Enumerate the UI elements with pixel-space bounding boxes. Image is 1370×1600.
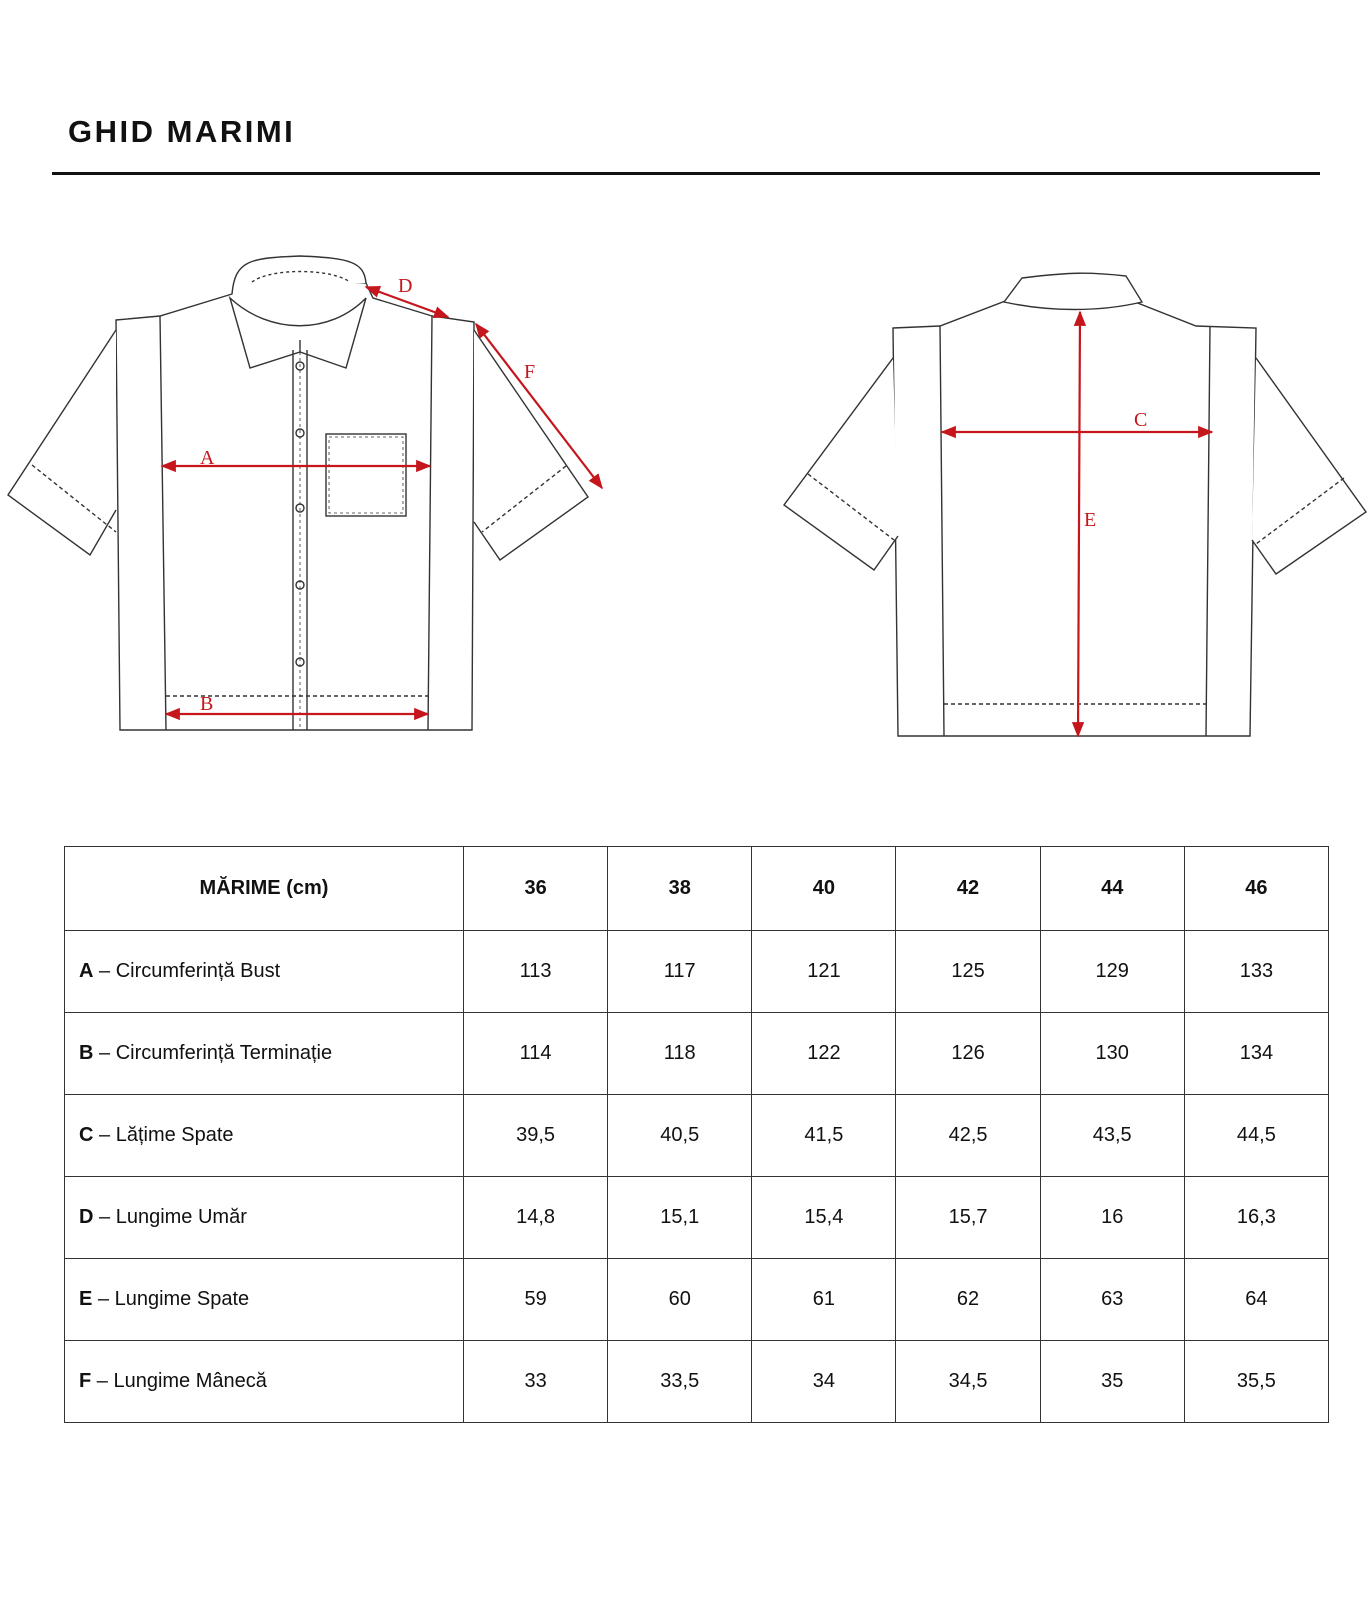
row-name: – Lungime Umăr — [99, 1206, 247, 1228]
row-code: E — [79, 1288, 93, 1310]
measure-label-f: F — [524, 361, 536, 383]
table-cell: 59 — [464, 1259, 608, 1341]
row-code: B — [79, 1042, 94, 1064]
row-code: D — [79, 1206, 94, 1228]
table-cell: 34 — [752, 1341, 896, 1423]
row-label — [65, 931, 464, 1013]
table-cell: 16 — [1040, 1177, 1184, 1259]
header-size-label: MĂRIME (cm) — [65, 847, 464, 931]
header-size-44: 44 — [1040, 847, 1184, 931]
table-row — [65, 1259, 1329, 1341]
row-label — [65, 1013, 464, 1095]
table-cell: 42,5 — [896, 1095, 1040, 1177]
table-cell: 16,3 — [1184, 1177, 1328, 1259]
table-cell: 125 — [896, 931, 1040, 1013]
measure-label-e: E — [1084, 509, 1097, 531]
header-size-38: 38 — [608, 847, 752, 931]
size-table — [64, 846, 1329, 1423]
row-code: C — [79, 1124, 94, 1146]
shirt-measurement-diagram — [0, 230, 1370, 750]
table-cell: 40,5 — [608, 1095, 752, 1177]
table-cell: 122 — [752, 1013, 896, 1095]
table-cell: 121 — [752, 931, 896, 1013]
table-cell: 35 — [1040, 1341, 1184, 1423]
header-size-46: 46 — [1184, 847, 1328, 931]
table-cell: 15,1 — [608, 1177, 752, 1259]
table-row — [65, 1095, 1329, 1177]
table-cell: 62 — [896, 1259, 1040, 1341]
header-size-42: 42 — [896, 847, 1040, 931]
table-cell: 134 — [1184, 1013, 1328, 1095]
table-cell: 113 — [464, 931, 608, 1013]
row-label — [65, 1259, 464, 1341]
table-cell: 44,5 — [1184, 1095, 1328, 1177]
table-cell: 33 — [464, 1341, 608, 1423]
table-cell: 117 — [608, 931, 752, 1013]
table-row — [65, 1341, 1329, 1423]
table-cell: 114 — [464, 1013, 608, 1095]
row-name: – Circumferință Bust — [99, 960, 281, 982]
measure-label-b: B — [200, 693, 214, 715]
row-label — [65, 1177, 464, 1259]
row-code: A — [79, 960, 94, 982]
page-title: GHID MARIMI — [68, 114, 296, 149]
measure-label-d: D — [398, 275, 413, 297]
table-cell: 43,5 — [1040, 1095, 1184, 1177]
row-name: – Circumferință Terminație — [99, 1042, 333, 1064]
table-cell: 61 — [752, 1259, 896, 1341]
table-cell: 39,5 — [464, 1095, 608, 1177]
measure-label-c: C — [1134, 409, 1148, 431]
row-name: – Lungime Mânecă — [96, 1370, 267, 1392]
table-row — [65, 931, 1329, 1013]
table-cell: 14,8 — [464, 1177, 608, 1259]
row-name: – Lățime Spate — [99, 1124, 234, 1146]
table-cell: 130 — [1040, 1013, 1184, 1095]
header-size-36: 36 — [464, 847, 608, 931]
measure-label-a: A — [200, 447, 215, 469]
table-cell: 35,5 — [1184, 1341, 1328, 1423]
table-header-row — [65, 847, 1329, 931]
table-cell: 15,4 — [752, 1177, 896, 1259]
table-cell: 60 — [608, 1259, 752, 1341]
table-cell: 118 — [608, 1013, 752, 1095]
table-cell: 34,5 — [896, 1341, 1040, 1423]
front-shirt — [8, 256, 588, 730]
title-divider — [52, 172, 1320, 175]
table-cell: 63 — [1040, 1259, 1184, 1341]
table-cell: 64 — [1184, 1259, 1328, 1341]
back-shirt — [784, 273, 1366, 736]
table-row — [65, 1013, 1329, 1095]
table-cell: 15,7 — [896, 1177, 1040, 1259]
header-size-40: 40 — [752, 847, 896, 931]
row-name: – Lungime Spate — [97, 1288, 250, 1310]
table-cell: 133 — [1184, 931, 1328, 1013]
table-cell: 41,5 — [752, 1095, 896, 1177]
row-label — [65, 1341, 464, 1423]
table-row — [65, 1177, 1329, 1259]
table-cell: 33,5 — [608, 1341, 752, 1423]
row-label — [65, 1095, 464, 1177]
table-cell: 126 — [896, 1013, 1040, 1095]
row-code: F — [79, 1370, 92, 1392]
table-cell: 129 — [1040, 931, 1184, 1013]
